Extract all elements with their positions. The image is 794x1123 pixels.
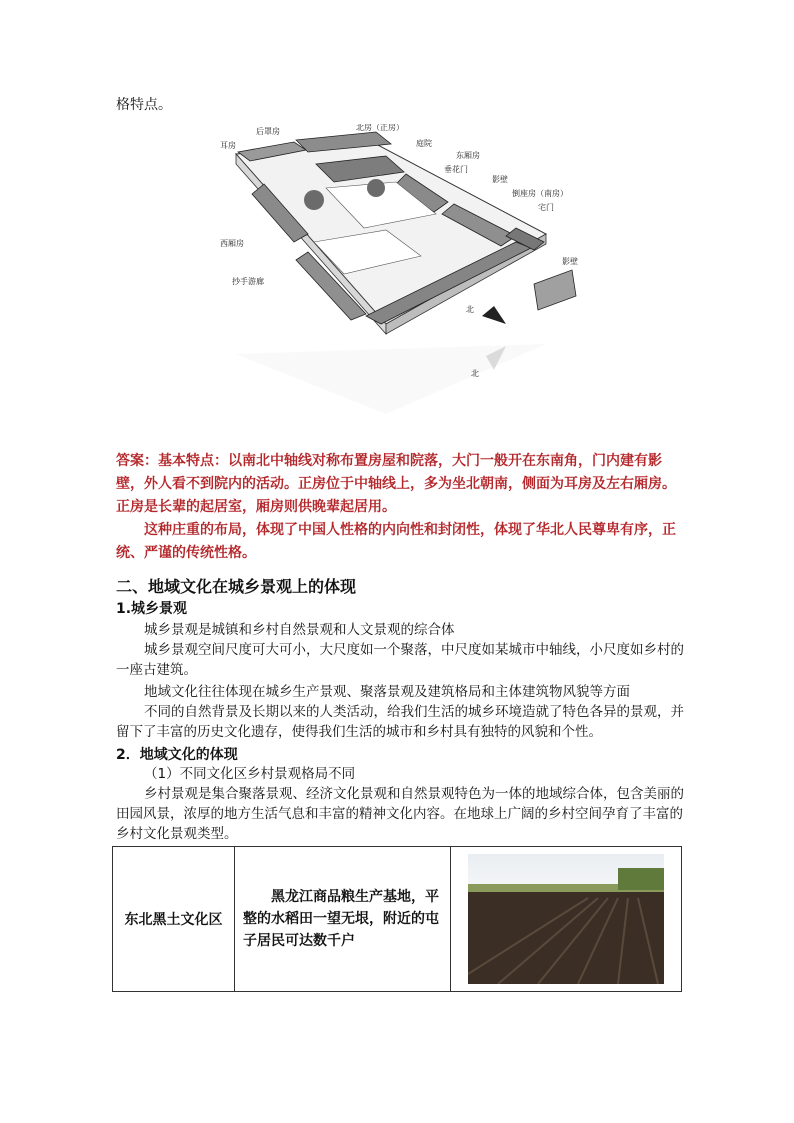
label-tingyuan: 庭院 xyxy=(416,139,432,148)
label-yingbi2: 影壁 xyxy=(562,257,578,266)
farmland-photo xyxy=(468,854,664,984)
answer-paragraph-1: 答案：基本特点：以南北中轴线对称布置房屋和院落，大门一般开在东南角，门内建有影壁，外人看不到院内的活动。正房位于中轴线上，多为坐北朝南，侧面为耳房及左右厢房。正房是长辈的起居室，厢房则供晚辈起居用。 xyxy=(116,453,676,515)
paragraph-1: 城乡景观是城镇和乡村自然景观和人文景观的综合体 xyxy=(144,622,455,638)
siheyuan-diagram xyxy=(216,124,588,414)
label-houzhao: 后罩房 xyxy=(256,127,280,136)
subheading-2: 2．地域文化的体现 xyxy=(116,747,238,763)
label-erfang: 耳房 xyxy=(220,141,236,150)
paragraph-2: 城乡景观空间尺度可大可小，大尺度如一个聚落，中尺度如某城市中轴线，小尺度如乡村的一座古建筑。 xyxy=(116,642,684,678)
paragraph-5: 乡村景观是集合聚落景观、经济文化景观和自然景观特色为一体的地域综合体，包含美丽的田园风景，浓厚的地方生活气息和丰富的精神文化内容。在地球上广阔的乡村空间孕育了丰富的乡村文化景观类型。 xyxy=(116,786,684,842)
table-photo-cell xyxy=(451,847,681,991)
section-title: 二、地域文化在城乡景观上的体现 xyxy=(116,577,357,596)
label-zhaimen: 宅门 xyxy=(538,203,554,212)
label-daozuo: 倒座房（南房） xyxy=(512,189,568,198)
label-chaoshou: 抄手游廊 xyxy=(232,277,264,286)
sub-item-1: （1）不同文化区乡村景观格局不同 xyxy=(144,766,356,782)
lead-text: 格特点。 xyxy=(116,97,172,113)
paragraph-4: 不同的自然背景及长期以来的人类活动，给我们生活的城乡环境造就了特色各异的景观，并留下了丰富的历史文化遗存，使得我们生活的城市和乡村具有独特的风貌和个性。 xyxy=(116,704,684,740)
label-dongxiang: 东厢房 xyxy=(456,151,480,160)
label-beifang: 北房（正房） xyxy=(356,124,404,132)
table-region-cell: 东北黑土文化区 xyxy=(113,847,235,991)
label-xixiang: 西厢房 xyxy=(220,239,244,248)
north-label: 北 xyxy=(466,305,474,314)
paragraph-3: 地域文化往往体现在城乡生产景观、聚落景观及建筑格局和主体建筑物风貌等方面 xyxy=(144,684,630,700)
subheading-1: 1.城乡景观 xyxy=(116,601,188,617)
north-label-reflection: 北 xyxy=(471,369,479,378)
label-chuihua: 垂花门 xyxy=(444,165,468,174)
culture-table xyxy=(112,846,682,992)
answer-block xyxy=(116,450,682,565)
table-desc-cell: 黑龙江商品粮生产基地，平整的水稻田一望无垠，附近的屯子居民可达数千户 xyxy=(235,847,451,991)
label-yingbi1: 影壁 xyxy=(492,175,508,184)
answer-paragraph-2: 这种庄重的布局，体现了中国人性格的内向性和封闭性，体现了华北人民尊卑有序，正统、严谨的传统性格。 xyxy=(116,522,676,561)
